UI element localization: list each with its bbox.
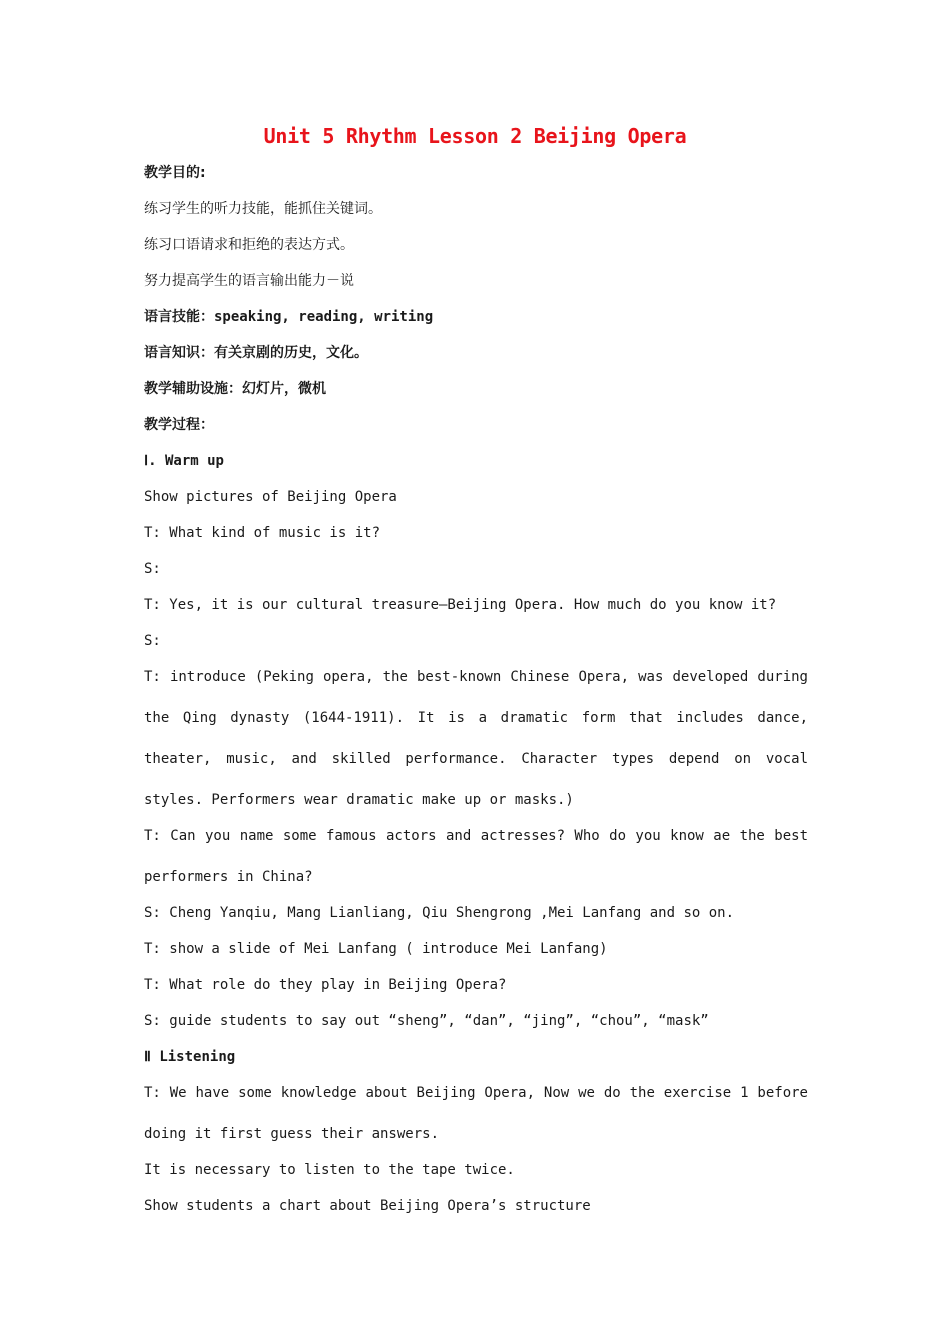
section-heading: Ⅰ. Warm up [144,453,224,469]
text-line: 练习学生的听力技能，能抓住关键词。 [144,201,382,217]
text-line: T: show a slide of Mei Lanfang ( introduce Mei Lanfang) [144,941,608,957]
text-line: T: What role do they play in Beijing Opera? [144,977,507,993]
text-line: 语言技能：speaking, reading, writing [144,309,434,325]
text-line: 教学过程： [144,417,214,433]
page-title: Unit 5 Rhythm Lesson 2 Beijing Opera [263,124,687,148]
text-line: T: introduce (Peking opera, the best-known Chinese Opera, was developed during [144,669,808,685]
text-line: T: Yes, it is our cultural treasure—Beijing Opera. How much do you know it? [144,597,777,613]
text-line: S: [144,561,161,577]
text-line: doing it first guess their answers. [144,1126,440,1142]
text-line: T: We have some knowledge about Beijing Opera, Now we do the exercise 1 before [144,1085,808,1101]
text-line: the Qing dynasty (1644-1911). It is a dramatic form that includes dance, [144,710,808,726]
text-line: theater, music, and skilled performance. Character types depend on vocal [144,751,808,767]
text-line: 练习口语请求和拒绝的表达方式。 [144,237,354,253]
text-line: styles. Performers wear dramatic make up or masks.) [144,792,574,808]
text-line: 语言知识：有关京剧的历史，文化。 [144,345,368,361]
text-line: S: [144,633,161,649]
text-line: Show students a chart about Beijing Opera’s structure [144,1198,591,1214]
text-line: T: What kind of music is it? [144,525,381,541]
text-line: It is necessary to listen to the tape twice. [144,1162,515,1178]
text-line: Show pictures of Beijing Opera [144,489,397,505]
text-line: S: guide students to say out “sheng”, “dan”, “jing”, “chou”, “mask” [144,1013,709,1029]
text-line: S: Cheng Yanqiu, Mang Lianliang, Qiu Shengrong ,Mei Lanfang and so on. [144,905,735,921]
text-line: 教学辅助设施：幻灯片，微机 [144,381,326,397]
text-line: 教学目的: [144,165,206,181]
section-heading: Ⅱ Listening [144,1049,236,1065]
text-line: T: Can you name some famous actors and actresses? Who do you know ae the best [144,828,808,844]
text-line: performers in China? [144,869,313,885]
text-line: 努力提高学生的语言输出能力－说 [144,273,354,289]
